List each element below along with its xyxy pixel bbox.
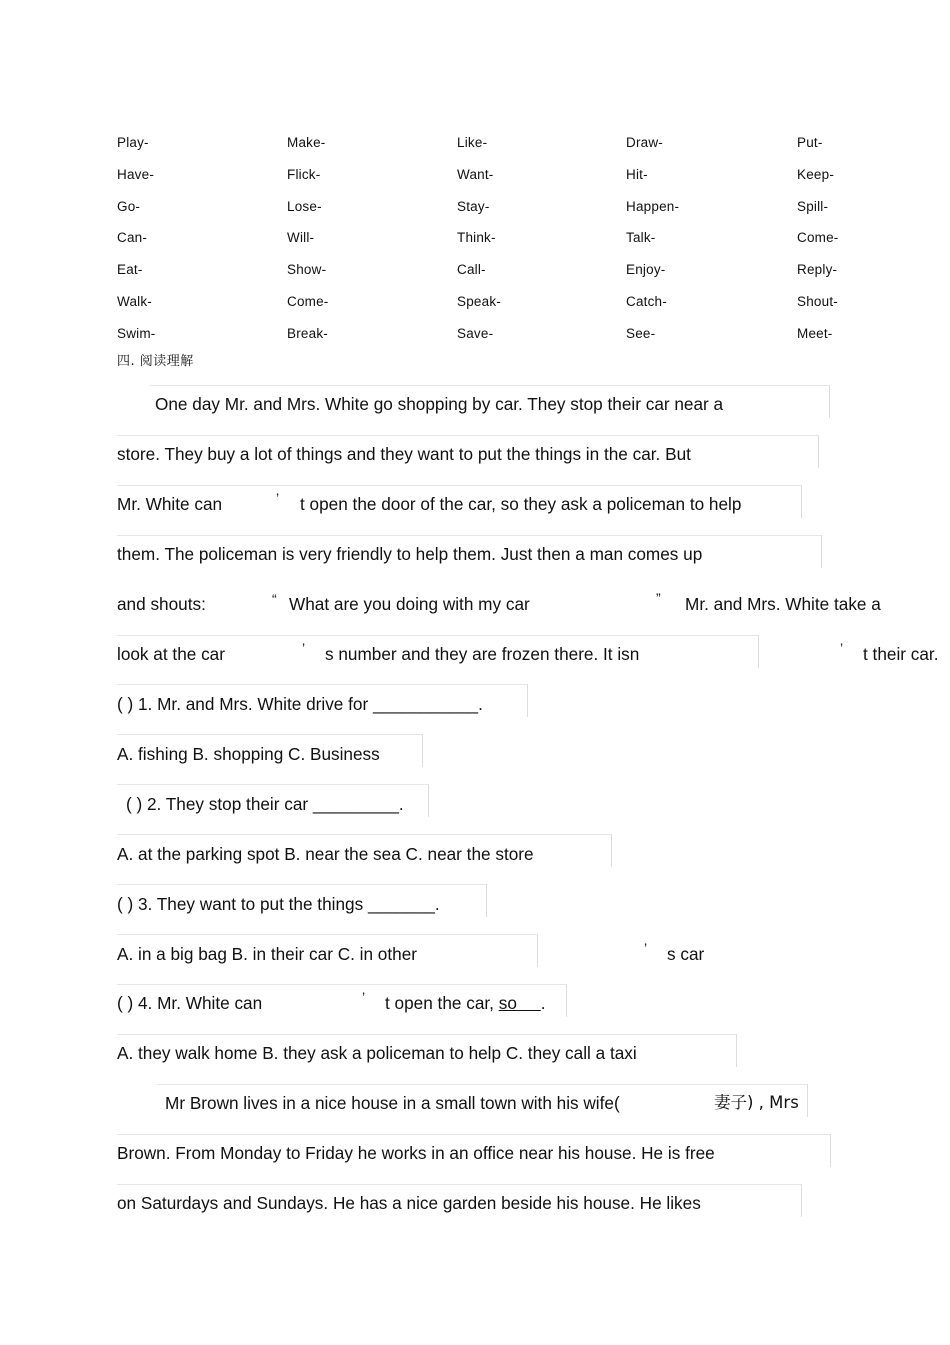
passage-line: and shouts:: [117, 594, 206, 614]
apostrophe-mark: ’: [362, 989, 366, 1005]
passage-line: t open the door of the car, so they ask a policeman to help: [300, 494, 742, 514]
verb-cell: Walk-: [117, 293, 152, 309]
question-3-options: A. in a big bag B. in their car C. in other: [117, 944, 417, 964]
verb-cell: Meet-: [797, 325, 833, 341]
verb-cell: Come-: [287, 293, 329, 309]
verb-cell: Go-: [117, 198, 141, 214]
close-quote-mark: ”: [656, 590, 661, 606]
passage-line: 妻子) , Mrs: [714, 1093, 799, 1112]
question-2: ( ) 2. They stop their car _________.: [126, 794, 404, 814]
verb-row: [117, 325, 877, 357]
apostrophe-mark: ’: [276, 490, 280, 506]
verb-cell: Swim-: [117, 325, 156, 341]
question-4: ( ) 4. Mr. White can: [117, 993, 263, 1013]
verb-cell: Lose-: [287, 198, 322, 214]
verb-cell: Spill-: [797, 198, 829, 214]
apostrophe-mark: ’: [302, 640, 306, 656]
verb-cell: Enjoy-: [626, 262, 666, 278]
verb-cell: Think-: [457, 230, 496, 246]
verb-cell: Put-: [797, 135, 823, 150]
verb-row: [117, 293, 877, 325]
verb-cell: Show-: [287, 262, 327, 278]
question-4-tail: [385, 992, 546, 1014]
verb-cell: Keep-: [797, 166, 835, 182]
passage-line: What are you doing with my car: [289, 594, 530, 614]
passage-line: Mr Brown lives in a nice house in a small town with his wife(: [165, 1093, 620, 1113]
section-title: 四. 阅读理解: [117, 354, 194, 369]
verb-cell: Play-: [117, 135, 149, 150]
verb-cell: Come-: [797, 230, 839, 246]
passage-line: t their car.: [863, 644, 939, 664]
question-1-options: A. fishing B. shopping C. Business: [117, 744, 380, 764]
verb-cell: Talk-: [626, 230, 656, 246]
verb-cell: Happen-: [626, 198, 680, 214]
question-4-blank: so: [498, 993, 541, 1013]
verb-cell: Catch-: [626, 293, 667, 309]
passage-line: Mr. and Mrs. White take a: [685, 594, 881, 614]
open-quote-mark: “: [272, 591, 277, 607]
verb-cell: Stay-: [457, 198, 490, 214]
question-4-options: A. they walk home B. they ask a policeman to help C. they call a taxi: [117, 1043, 637, 1063]
verb-cell: Save-: [457, 325, 494, 341]
verb-row: [117, 229, 877, 261]
passage-line: s number and they are frozen there. It isn: [325, 644, 640, 664]
verb-cell: Make-: [287, 135, 326, 150]
verb-row: [117, 261, 877, 293]
verb-row: [117, 198, 877, 230]
question-3: ( ) 3. They want to put the things _______.: [117, 894, 440, 914]
verb-cell: Want-: [457, 166, 494, 182]
verb-cell: Call-: [457, 262, 486, 278]
verb-cell: Can-: [117, 230, 148, 246]
passage-line: them. The policeman is very friendly to help them. Just then a man comes up: [117, 544, 703, 564]
verb-cell: Draw-: [626, 135, 663, 150]
question-1: ( ) 1. Mr. and Mrs. White drive for ___________.: [117, 694, 483, 714]
apostrophe-mark: ’: [644, 940, 648, 956]
passage-line: store. They buy a lot of things and they want to put the things in the car. But: [117, 444, 691, 464]
verb-cell: See-: [626, 325, 656, 341]
verb-cell: Like-: [457, 135, 488, 150]
passage-line: One day Mr. and Mrs. White go shopping by car. They stop their car near a: [155, 394, 724, 414]
verb-row: [117, 166, 877, 198]
question-2-options: A. at the parking spot B. near the sea C. near the store: [117, 844, 534, 864]
question-4-text: t open the car,: [385, 993, 499, 1013]
passage-line: on Saturdays and Sundays. He has a nice garden beside his house. He likes: [117, 1193, 701, 1213]
passage-line: look at the car: [117, 644, 225, 664]
question-3-options-tail: s car: [667, 944, 705, 964]
verb-cell: Have-: [117, 166, 155, 182]
question-4-period: .: [540, 993, 546, 1013]
verb-row: [117, 134, 877, 166]
verb-cell: Will-: [287, 230, 315, 246]
apostrophe-mark: ’: [840, 640, 844, 656]
verb-cell: Reply-: [797, 262, 838, 278]
verb-cell: Eat-: [117, 262, 143, 278]
verb-cell: Break-: [287, 325, 328, 341]
verb-cell: Flick-: [287, 166, 321, 182]
verb-cell: Shout-: [797, 293, 838, 309]
passage-line: Brown. From Monday to Friday he works in an office near his house. He is free: [117, 1143, 715, 1163]
verb-cell: Speak-: [457, 293, 501, 309]
verb-table: [117, 134, 877, 357]
verb-cell: Hit-: [626, 166, 648, 182]
passage-line: Mr. White can: [117, 494, 223, 514]
